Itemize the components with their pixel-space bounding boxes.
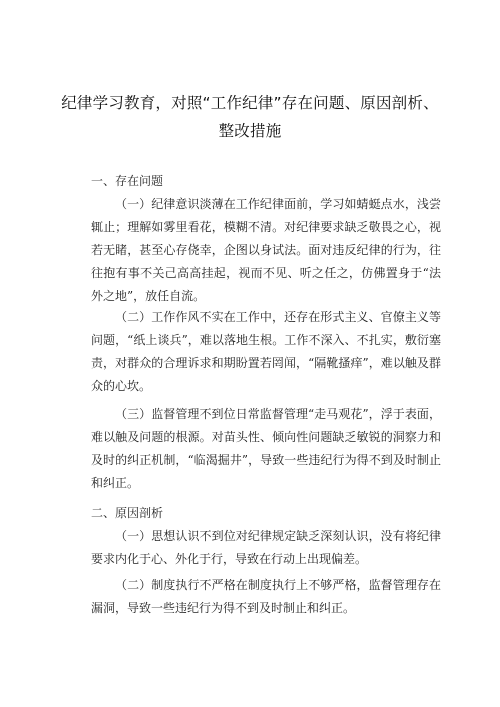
section-heading-problems: 一、存在问题 — [91, 174, 164, 188]
document-title-line-2: 整改措施 — [218, 122, 282, 140]
paragraph-problem-2: （二）工作作风不实在工作中，还存在形式主义、官僚主义等问题，“纸上谈兵”，难以落地生根。工作不深入、不扎实，敷衍塞责，对群众的合理诉求和期盼置若罔闻，“隔靴搔痒”，难以触及群众的心坎。 — [91, 310, 441, 393]
section-heading-causes: 二、原因剖析 — [91, 506, 164, 520]
paragraph-cause-2: （二）制度执行不严格在制度执行上不够严格，监督管理存在漏洞，导致一些违纪行为得不到及时制止和纠正。 — [91, 578, 441, 615]
paragraph-problem-3: （三）监督管理不到位日常监督管理“走马观花”，浮于表面，难以触及问题的根源。对苗头性、倾向性问题缺乏敏锐的洞察力和及时的纠正机制，“临渴掘井”，导致一些违纪行为得不到及时制止和纠正。 — [91, 407, 441, 490]
document-title-line-1: 纪律学习教育，对照“工作纪律”存在问题、原因剖析、 — [61, 94, 439, 112]
paragraph-problem-1: （一）纪律意识淡薄在工作纪律面前，学习如蜻蜓点水，浅尝辄止；理解如雾里看花，模糊不清。对纪律要求缺乏敬畏之心，视若无睹，甚至心存侥幸，企图以身试法。面对违反纪律的行为，往往抱有事不关己高高挂起，视而不见、听之任之，仿佛置身于“法外之地”，放任自流。 — [91, 197, 441, 303]
paragraph-cause-1: （一）思想认识不到位对纪律规定缺乏深刻认识，没有将纪律要求内化于心、外化于行，导致在行动上出现偏差。 — [91, 529, 441, 566]
